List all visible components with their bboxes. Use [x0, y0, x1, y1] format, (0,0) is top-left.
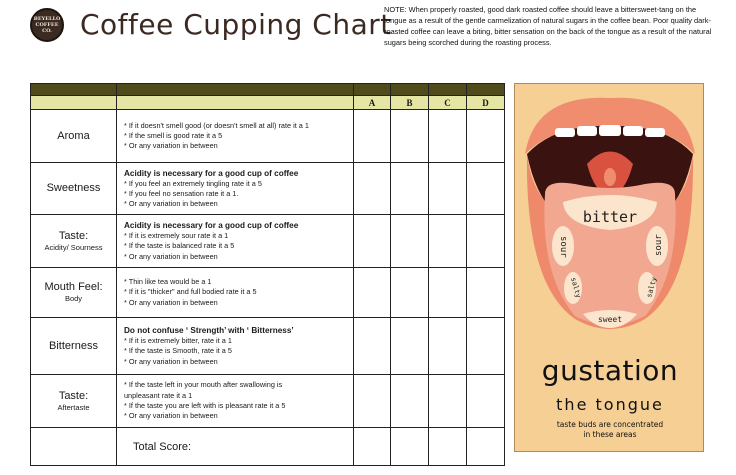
total-cell-b[interactable] [391, 428, 429, 466]
total-score-label: Total Score: [117, 428, 354, 466]
row-sublabel: Body [64, 294, 83, 303]
score-cell-d[interactable] [467, 375, 505, 428]
score-cell-c[interactable] [429, 215, 467, 268]
row-label-text: Aroma [57, 129, 90, 142]
table-row-aroma [31, 110, 505, 163]
score-cell-d[interactable] [467, 110, 505, 163]
description-line: * If it is extremely bitter, rate it a 1 [124, 336, 232, 346]
description-line: * If the taste is Smooth, rate it a 5 [124, 346, 232, 356]
row-sublabel: Aftertaste [57, 402, 90, 412]
total-cell-a[interactable] [354, 428, 391, 466]
sweet-label: sweet [597, 315, 623, 324]
description-line: * If it is extremely sour rate it a 1 [124, 231, 229, 241]
description-line: * If the taste left in your mouth after swallowing is [124, 380, 283, 390]
gustation-caption [515, 420, 705, 440]
table-row-sweetness [31, 163, 505, 215]
score-cell-b[interactable] [391, 268, 429, 318]
caption-line: taste buds are concentrated [556, 420, 664, 429]
row-description [117, 163, 354, 215]
row-description [117, 375, 354, 428]
total-cell-d[interactable] [467, 428, 505, 466]
description-line: * Or any variation in between [124, 356, 218, 366]
gustation-subtitle: the tongue [556, 395, 664, 414]
description-heading: Acidity is necessary for a good cup of coffee [124, 221, 299, 231]
table-row-total [31, 428, 505, 466]
caption-line: in these areas [583, 430, 637, 439]
gustation-panel [514, 83, 704, 452]
row-description [117, 268, 354, 318]
row-label [31, 375, 117, 428]
row-sublabel: Acidity/ Sourness [44, 242, 103, 252]
salty-label-right: salty [645, 276, 659, 299]
description-heading: Acidity is necessary for a good cup of coffee [124, 168, 299, 178]
bitter-label: bitter [582, 208, 638, 226]
score-cell-d[interactable] [467, 318, 505, 375]
score-cell-c[interactable] [429, 268, 467, 318]
row-description [117, 110, 354, 163]
score-cell-c[interactable] [429, 110, 467, 163]
score-cell-a[interactable] [354, 375, 391, 428]
score-cell-c[interactable] [429, 375, 467, 428]
sour-label-left: sour [558, 236, 568, 258]
row-label-text: Bitterness [49, 339, 98, 352]
description-line: * If it is "thicker" and full bodied rate it a 5 [124, 287, 257, 297]
description-line: * If it doesn't smell good (or doesn't smell at all) rate it a 1 [124, 120, 309, 130]
roasting-note: NOTE: When properly roasted, good dark roasted coffee should leave a bittersweet-tang on the tongue as a result of the gentle carmelization of natural sugars in the coffee bean. Poor quality dark-roasted coffee can leave a biting, bitter sensation on the back of the tongue as a result of the natural sugars being scorched during the roasting process. [384, 5, 712, 47]
description-line: unpleasant rate it a 1 [124, 390, 193, 400]
table-row-aftertaste [31, 375, 505, 428]
score-cell-b[interactable] [391, 215, 429, 268]
gustation-title: gustation [541, 354, 679, 387]
description-line: * Or any variation in between [124, 411, 218, 421]
score-cell-b[interactable] [391, 318, 429, 375]
score-cell-d[interactable] [467, 163, 505, 215]
score-cell-d[interactable] [467, 268, 505, 318]
tongue-illustration [515, 84, 705, 353]
page-title: Coffee Cupping Chart [80, 8, 392, 41]
score-cell-a[interactable] [354, 163, 391, 215]
description-line: * If you feel no sensation rate it a 1. [124, 188, 239, 198]
row-description [117, 215, 354, 268]
description-line: * If the smell is good rate it a 5 [124, 130, 223, 140]
score-cell-b[interactable] [391, 163, 429, 215]
column-header-d: D [467, 96, 505, 110]
score-cell-a[interactable] [354, 268, 391, 318]
table-top-band [31, 84, 505, 96]
cupping-table [30, 83, 505, 466]
uvula-tip [604, 168, 616, 186]
sour-label-right: sour [654, 234, 664, 256]
score-cell-b[interactable] [391, 375, 429, 428]
description-line: * If you feel an extremely tingling rate it a 5 [124, 178, 262, 188]
column-header-a: A [354, 96, 391, 110]
salty-label-left: salty [569, 276, 583, 299]
row-label-text: Taste: [58, 229, 89, 242]
description-line: * Or any variation in between [124, 251, 218, 261]
description-line: * If the taste is balanced rate it a 5 [124, 241, 235, 251]
table-row-bitterness [31, 318, 505, 375]
score-cell-a[interactable] [354, 215, 391, 268]
row-label [31, 163, 117, 215]
column-header-b: B [391, 96, 429, 110]
description-line: * Or any variation in between [124, 199, 218, 209]
description-line: * Thin like tea would be a 1 [124, 277, 212, 287]
row-label-text: Mouth Feel: [44, 281, 103, 293]
description-line: * Or any variation in between [124, 141, 218, 151]
table-header-row [31, 96, 505, 110]
description-heading: Do not confuse ‘ Strength’ with ‘ Bitterness’ [124, 326, 294, 336]
total-cell-c[interactable] [429, 428, 467, 466]
table-row-acidity [31, 215, 505, 268]
logo-text: BEYELLO COFFEE CO. [33, 16, 61, 34]
brand-logo [30, 8, 64, 42]
row-label [31, 268, 117, 318]
row-label [31, 215, 117, 268]
score-cell-c[interactable] [429, 318, 467, 375]
description-line: * If the taste you are left with is pleasant rate it a 5 [124, 401, 286, 410]
column-header-c: C [429, 96, 467, 110]
score-cell-b[interactable] [391, 110, 429, 163]
score-cell-c[interactable] [429, 163, 467, 215]
score-cell-a[interactable] [354, 110, 391, 163]
score-cell-a[interactable] [354, 318, 391, 375]
row-description [117, 318, 354, 375]
row-label [31, 318, 117, 375]
table-row-mouth-feel [31, 268, 505, 318]
row-label-text: Sweetness [46, 182, 101, 194]
row-label [31, 110, 117, 163]
score-cell-d[interactable] [467, 215, 505, 268]
row-label-text: Taste: [58, 389, 89, 402]
description-line: * Or any variation in between [124, 297, 218, 307]
